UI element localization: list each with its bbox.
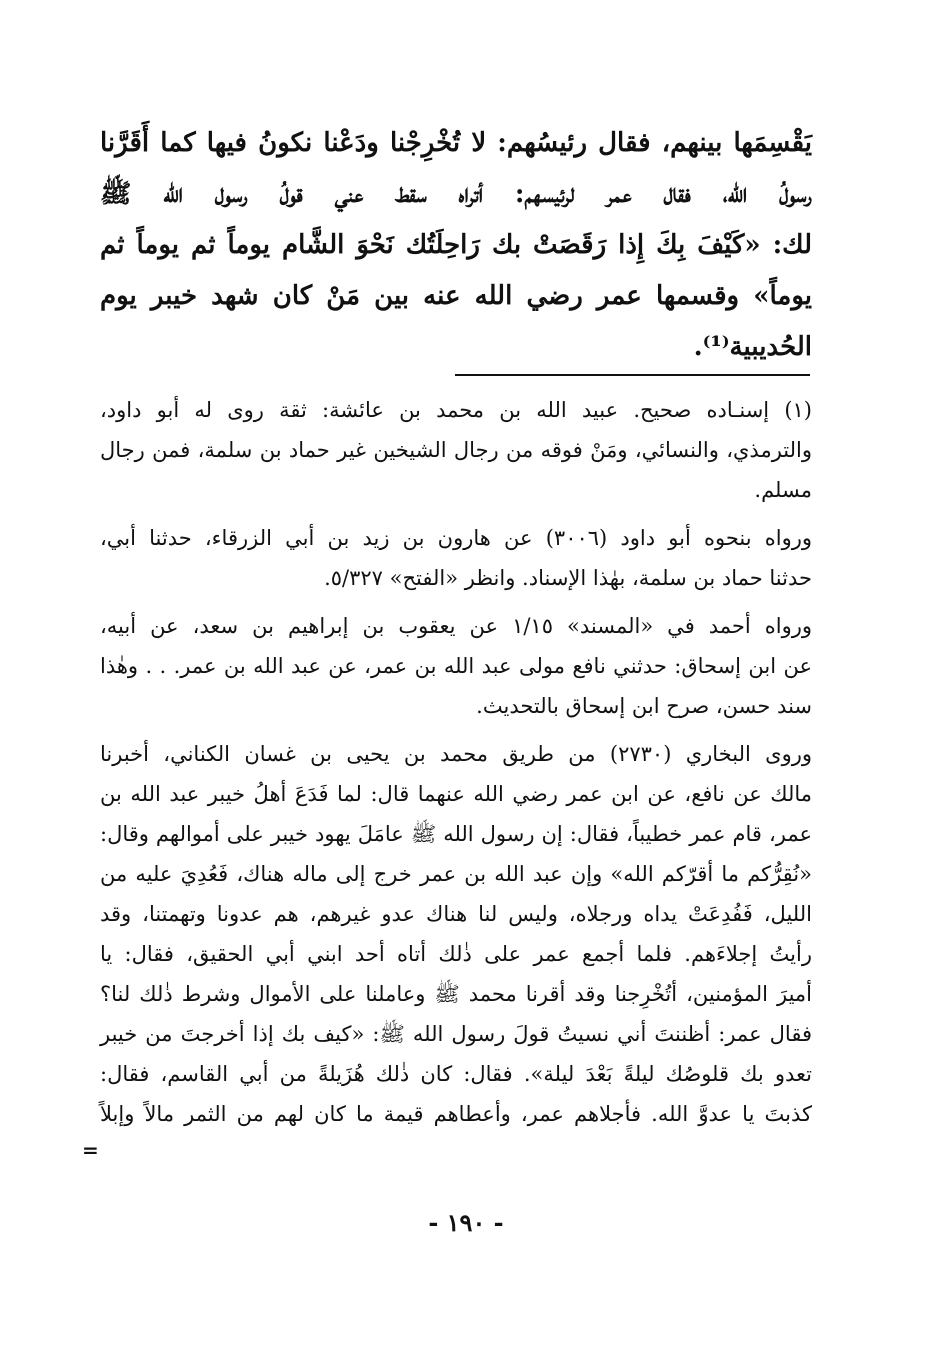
footnote-line: تعدو بك قلوصُك ليلةً بَعْدَ ليلة». فقال: كان ذٰلك هُزَيلةً من أبي القاسم، فقال: <box>100 1062 812 1086</box>
footnote-line: «نُقِرُّكم ما أقرّكم الله» وإن عبد الله بن عمر خرج إلى ماله هناك، فَعُدِيَ عليه من <box>100 862 812 886</box>
footnote-line: رأيتُ إجلاءَهم. فلما أجمع عمر على ذٰلك أتاه أحد ابني أبي الحقيق، فقال: يا <box>100 942 812 966</box>
footnote-line: مسلم. <box>754 478 812 502</box>
footnotes-block <box>100 390 812 1142</box>
footnote-paragraph <box>100 390 812 510</box>
footnote-line: عمر، قام عمر خطيباً، فقال: إن رسول الله ﷺ عامَلَ يهود خيبر على أموالهم وقال: <box>100 822 812 846</box>
footnote-paragraph <box>100 606 812 726</box>
footnote-paragraph <box>100 518 812 598</box>
continuation-mark: = <box>82 1138 99 1162</box>
footnote-line: والترمذي، والنسائي، ومَنْ فوقه من رجال الشيخين غير حماد بن سلمة، فمن رجال <box>100 438 812 462</box>
footnote-line: وروى البخاري (٢٧٣٠) من طريق محمد بن يحيى بن غسان الكناني، أخبرنا <box>100 742 812 766</box>
footnote-line: حدثنا حماد بن سلمة، بهٰذا الإسناد. وانظر «الفتح» ٥/٣٢٧. <box>324 566 812 590</box>
footnote-line: أميرَ المؤمنين، أتُخْرِجنا وقد أقرنا محمد ﷺ وعاملنا على الأموال وشرط ذٰلك لنا؟ <box>100 982 812 1006</box>
footnote-line: الليل، فَفُدِعَتْ يداه ورجلاه، وليس لنا هناك عدو غيرهم، هم عدونا وتهمتنا، وقد <box>100 902 812 926</box>
footnote-separator <box>455 374 810 376</box>
main-text-line: لك: «كَيْفَ بِكَ إِذا رَقَصَتْ بك رَاحِلَتُك نَحْوَ الشَّام يوماً ثم يوماً ثم <box>100 230 812 260</box>
footnote-paragraph <box>100 734 812 1134</box>
main-text-block <box>100 118 812 373</box>
footnote-line: كذبتَ يا عدوَّ الله. فأجلاهم عمر، وأعطاهم قيمة ما كان لهم من الثمر مالاً وإبلاً <box>100 1102 812 1126</box>
page-number: - ١٩٠ - <box>428 1208 504 1237</box>
main-text-line: يوماً» وقسمها عمر رضي الله عنه بين مَنْ كان شهد خيبر يوم <box>100 281 812 311</box>
footnote-line: (١) إسنـاده صحيح. عبيد الله بن محمد بن عائشة: ثقة روى له أبو داود، <box>100 398 812 422</box>
footnote-line: فقال عمر: أظننتَ أني نسيتُ قولَ رسول الله ﷺ: «كيف بك إذا أخرجتَ من خيبر <box>100 1022 812 1046</box>
main-text-line: يَقْسِمَها بينهم، فقال رئيسُهم: لا تُخْرِجْنا ودَعْنا نكونُ فيها كما أَقَرَّنا <box>100 128 812 158</box>
footnote-line: ورواه أحمد في «المسند» ١/١٥ عن يعقوب بن إبراهيم بن سعد، عن أبيه، <box>100 614 812 638</box>
footnote-line: عن ابن إسحاق: حدثني نافع مولى عبد الله بن عمر، عن عبد الله بن عمر. . . وهٰذا <box>100 654 812 678</box>
footnote-line: مالك عن نافع، عن ابن عمر رضي الله عنهما قال: لما فَدَعَ أهلُ خيبر عبد الله بن <box>100 782 812 806</box>
footnote-line: ورواه بنحوه أبو داود (٣٠٠٦) عن هارون بن زيد بن أبي الزرقاء، حدثنا أبي، <box>100 526 812 550</box>
main-text-line: الحُديبية⁽¹⁾. <box>693 332 812 362</box>
footnote-line: سند حسن، صرح ابن إسحاق بالتحديث. <box>476 694 812 718</box>
main-text-line: رسولُ الله، فقال عمر لرئيسهم: أتراه سقط عني قولُ رسول الله ﷺ <box>100 179 812 209</box>
